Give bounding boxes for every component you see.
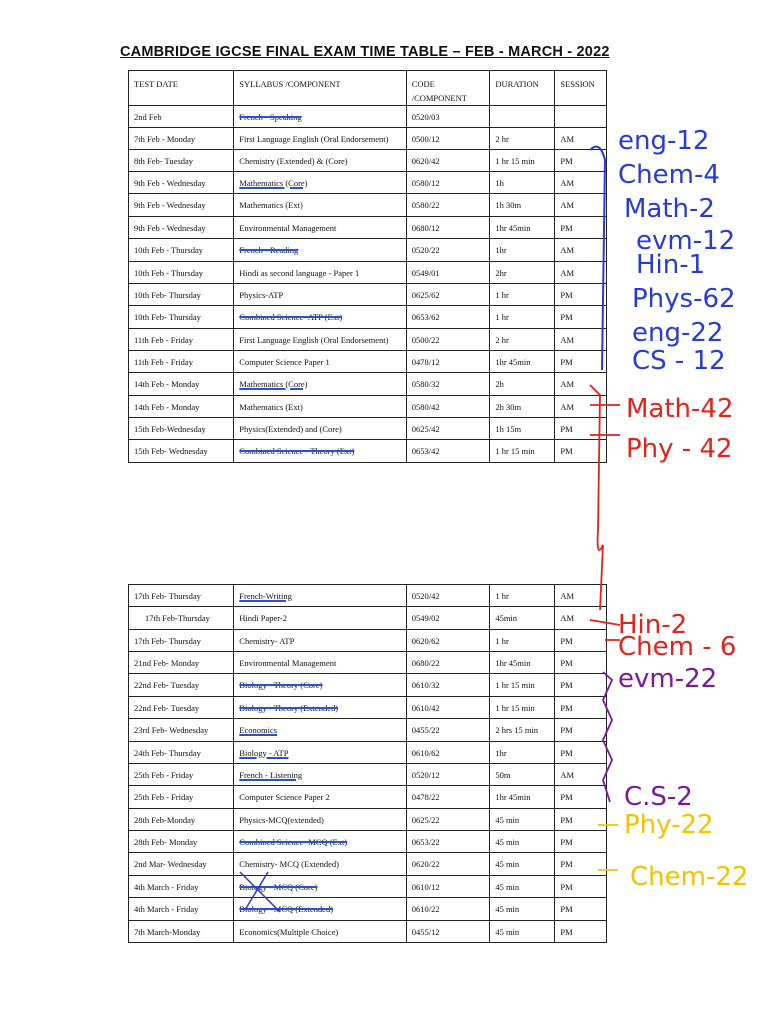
cell-session: PM	[555, 719, 607, 742]
cell-date: 10th Feb - Thursday	[129, 239, 234, 262]
cell-duration: 2 hr	[490, 128, 555, 150]
cell-syllabus: Combined Science- MCQ (Ext)	[234, 831, 406, 853]
cell-date: 22nd Feb- Tuesday	[129, 674, 234, 697]
note-phys-62: Phys-62	[632, 284, 736, 314]
cell-duration: 1h 30m	[490, 194, 555, 217]
cell-code: 0680/12	[406, 217, 490, 239]
cell-date: 9th Feb - Wednesday	[129, 217, 234, 239]
cell-session: AM	[555, 373, 607, 396]
cell-duration: 45 min	[490, 853, 555, 876]
cell-session: PM	[555, 697, 607, 719]
cell-code: 0625/62	[406, 284, 490, 306]
cell-duration: 45 min	[490, 831, 555, 853]
cell-duration: 1 hr 15 min	[490, 150, 555, 172]
cell-session: AM	[555, 194, 607, 217]
cell-code: 0580/22	[406, 194, 490, 217]
cell-syllabus: Mathematics (Ext)	[234, 194, 406, 217]
cell-duration: 2h	[490, 373, 555, 396]
cell-date: 10th Feb - Thursday	[129, 262, 234, 284]
cell-session: AM	[555, 607, 607, 630]
cell-session: PM	[555, 418, 607, 440]
cell-syllabus: French - Speaking	[234, 106, 406, 128]
cell-date: 2nd Feb	[129, 106, 234, 128]
cell-duration: 45min	[490, 607, 555, 630]
cell-code: 0620/42	[406, 150, 490, 172]
cell-session: PM	[555, 809, 607, 831]
cell-session: AM	[555, 239, 607, 262]
cell-code: 0500/12	[406, 128, 490, 150]
cell-session: PM	[555, 217, 607, 239]
note-cs-2: C.S-2	[624, 782, 693, 812]
cell-syllabus: Economics(Multiple Choice)	[234, 921, 406, 943]
cell-code: 0520/12	[406, 764, 490, 786]
cell-syllabus: Environmental Management	[234, 217, 406, 239]
header-code: CODE /COMPONENT	[406, 71, 490, 106]
cell-duration: 1h 15m	[490, 418, 555, 440]
cell-code: 0610/42	[406, 697, 490, 719]
cell-code: 0580/12	[406, 172, 490, 194]
cell-code: 0620/62	[406, 630, 490, 652]
cell-code: 0520/22	[406, 239, 490, 262]
cell-date: 10th Feb- Thursday	[129, 284, 234, 306]
cell-date: 25th Feb - Friday	[129, 786, 234, 809]
cell-syllabus: Biology - Theory (Extended)	[234, 697, 406, 719]
cell-code: 0520/42	[406, 585, 490, 607]
cell-date: 9th Feb - Wednesday	[129, 194, 234, 217]
cell-syllabus: Chemistry- ATP	[234, 630, 406, 652]
cell-syllabus: French - Listening	[234, 764, 406, 786]
note-evm-22: evm-22	[618, 664, 718, 694]
cell-session: PM	[555, 876, 607, 898]
cell-duration: 1hr 45min	[490, 351, 555, 373]
cell-syllabus: Combined Science - Theory (Ext)	[234, 440, 406, 463]
cell-session: AM	[555, 262, 607, 284]
cell-syllabus: Combined Science- ATP (Ext)	[234, 306, 406, 329]
header-syllabus: SYLLABUS /COMPONENT	[234, 71, 406, 106]
cell-code: 0549/01	[406, 262, 490, 284]
cell-syllabus: Physics-ATP	[234, 284, 406, 306]
note-evm-12: evm-12	[636, 226, 736, 256]
cell-code: 0610/32	[406, 674, 490, 697]
cell-code: 0610/62	[406, 742, 490, 764]
note-hin-2: Hin-2	[618, 610, 688, 640]
cell-syllabus: Biology - MCQ (Extended)	[234, 898, 406, 921]
cell-syllabus: Physics-MCQ(extended)	[234, 809, 406, 831]
cell-duration: 1 hr	[490, 585, 555, 607]
cell-syllabus: French - Reading	[234, 239, 406, 262]
note-chem-4: Chem-4	[618, 160, 720, 190]
cell-date: 4th March - Friday	[129, 876, 234, 898]
cell-session: PM	[555, 284, 607, 306]
cell-session: AM	[555, 128, 607, 150]
cell-duration: 1 hr	[490, 630, 555, 652]
note-phy-42: Phy - 42	[626, 434, 733, 464]
cell-code: 0455/12	[406, 921, 490, 943]
cell-code: 0478/12	[406, 351, 490, 373]
cell-duration: 2h 30m	[490, 396, 555, 418]
cell-date: 14th Feb - Monday	[129, 373, 234, 396]
cell-session: PM	[555, 831, 607, 853]
header-session: SESSION	[555, 71, 607, 106]
cell-code: 0520/03	[406, 106, 490, 128]
cell-session: PM	[555, 853, 607, 876]
cell-duration: 2hr	[490, 262, 555, 284]
cell-code: 0580/42	[406, 396, 490, 418]
header-duration: DURATION	[490, 71, 555, 106]
cell-duration: 2 hr	[490, 329, 555, 351]
cell-syllabus: Mathematics (Core)	[234, 373, 406, 396]
cell-duration: 1hr	[490, 742, 555, 764]
cell-duration: 1 hr 15 min	[490, 440, 555, 463]
cell-syllabus: French-Writing	[234, 585, 406, 607]
cell-date: 8th Feb- Tuesday	[129, 150, 234, 172]
cell-syllabus: Hindi as second language - Paper 1	[234, 262, 406, 284]
cell-syllabus: Mathematics (Core)	[234, 172, 406, 194]
cell-date: 4th March - Friday	[129, 898, 234, 921]
cell-date: 17th Feb- Thursday	[129, 630, 234, 652]
cell-syllabus: Computer Science Paper 1	[234, 351, 406, 373]
note-eng-12: eng-12	[618, 126, 710, 156]
cell-date: 17th Feb- Thursday	[129, 585, 234, 607]
cell-date: 15th Feb- Wednesday	[129, 440, 234, 463]
cell-duration: 45 min	[490, 809, 555, 831]
cell-date: 28th Feb- Monday	[129, 831, 234, 853]
cell-code: 0653/62	[406, 306, 490, 329]
cell-syllabus: Hindi Paper-2	[234, 607, 406, 630]
header-test-date: TEST DATE	[129, 71, 234, 106]
cell-syllabus: Biology - MCQ (Core)	[234, 876, 406, 898]
cell-date: 9th Feb - Wednesday	[129, 172, 234, 194]
cell-session: AM	[555, 329, 607, 351]
cell-duration: 50m	[490, 764, 555, 786]
cell-date: 24th Feb- Thursday	[129, 742, 234, 764]
cell-duration: 1h	[490, 172, 555, 194]
note-math-2: Math-2	[624, 194, 715, 224]
cell-duration: 1hr 45min	[490, 786, 555, 809]
cell-syllabus: Chemistry (Extended) & (Core)	[234, 150, 406, 172]
cell-session: PM	[555, 921, 607, 943]
note-chem-22: Chem-22	[630, 862, 749, 892]
cell-code: 0478/22	[406, 786, 490, 809]
cell-session: AM	[555, 172, 607, 194]
cell-date: 15th Feb-Wednesday	[129, 418, 234, 440]
cell-duration: 1 hr 15 min	[490, 674, 555, 697]
cell-date: 10th Feb- Thursday	[129, 306, 234, 329]
note-phy-22: Phy-22	[624, 810, 714, 840]
cell-date: 23rd Feb- Wednesday	[129, 719, 234, 742]
cell-date: 11th Feb - Friday	[129, 351, 234, 373]
cell-session: PM	[555, 898, 607, 921]
cell-code: 0625/42	[406, 418, 490, 440]
document-title: CAMBRIDGE IGCSE FINAL EXAM TIME TABLE – FEB - MARCH - 2022	[120, 44, 610, 60]
note-math-42: Math-42	[626, 394, 734, 424]
cell-duration: 45 min	[490, 921, 555, 943]
cell-session: PM	[555, 150, 607, 172]
note-eng-22: eng-22	[632, 318, 724, 348]
cell-session: PM	[555, 652, 607, 674]
cell-code: 0625/22	[406, 809, 490, 831]
cell-syllabus: Physics(Extended) and (Core)	[234, 418, 406, 440]
cell-date: 21nd Feb- Monday	[129, 652, 234, 674]
cell-date: 14th Feb - Monday	[129, 396, 234, 418]
cell-duration: 1hr 45min	[490, 217, 555, 239]
cell-code: 0653/42	[406, 440, 490, 463]
cell-date: 11th Feb - Friday	[129, 329, 234, 351]
cell-syllabus: Biology - ATP	[234, 742, 406, 764]
cell-syllabus: First Language English (Oral Endorsement)	[234, 329, 406, 351]
cell-duration: 1 hr	[490, 306, 555, 329]
cell-duration: 1hr	[490, 239, 555, 262]
cell-duration: 1 hr 15 min	[490, 697, 555, 719]
cell-session: PM	[555, 742, 607, 764]
cell-session: AM	[555, 764, 607, 786]
cell-duration: 45 min	[490, 898, 555, 921]
cell-session: AM	[555, 585, 607, 607]
cell-syllabus: Economics	[234, 719, 406, 742]
cell-code: 0549/02	[406, 607, 490, 630]
cell-duration: 45 min	[490, 876, 555, 898]
cell-date: 2nd Mar- Wednesday	[129, 853, 234, 876]
cell-code: 0680/22	[406, 652, 490, 674]
cell-code: 0455/22	[406, 719, 490, 742]
cell-session: PM	[555, 306, 607, 329]
cell-syllabus: Biology - Theory (Core)	[234, 674, 406, 697]
cell-code: 0580/32	[406, 373, 490, 396]
cell-duration: 2 hrs 15 min	[490, 719, 555, 742]
cell-syllabus: Mathematics (Ext)	[234, 396, 406, 418]
cell-session: PM	[555, 674, 607, 697]
cell-code: 0500/22	[406, 329, 490, 351]
cell-syllabus: First Language English (Oral Endorsement)	[234, 128, 406, 150]
cell-syllabus: Chemistry- MCQ (Extended)	[234, 853, 406, 876]
cell-date: 7th March-Monday	[129, 921, 234, 943]
cell-date: 7th Feb - Monday	[129, 128, 234, 150]
cell-syllabus: Environmental Management	[234, 652, 406, 674]
cell-code: 0610/12	[406, 876, 490, 898]
cell-code: 0610/22	[406, 898, 490, 921]
cell-session: AM	[555, 396, 607, 418]
cell-date: 25th Feb - Friday	[129, 764, 234, 786]
note-hin-1: Hin-1	[636, 250, 706, 280]
cell-session: PM	[555, 630, 607, 652]
cell-date: 17th Feb-Thursday	[129, 607, 234, 630]
cell-code: 0653/22	[406, 831, 490, 853]
cell-date: 22nd Feb- Tuesday	[129, 697, 234, 719]
cell-duration: 1 hr	[490, 284, 555, 306]
cell-duration: 1hr 45min	[490, 652, 555, 674]
cell-code: 0620/22	[406, 853, 490, 876]
cell-date: 28th Feb-Monday	[129, 809, 234, 831]
note-cs-12: CS - 12	[632, 346, 726, 376]
cell-session: PM	[555, 440, 607, 463]
cell-session: PM	[555, 351, 607, 373]
note-chem-6: Chem - 6	[618, 632, 737, 662]
cell-syllabus: Computer Science Paper 2	[234, 786, 406, 809]
cell-session: PM	[555, 786, 607, 809]
